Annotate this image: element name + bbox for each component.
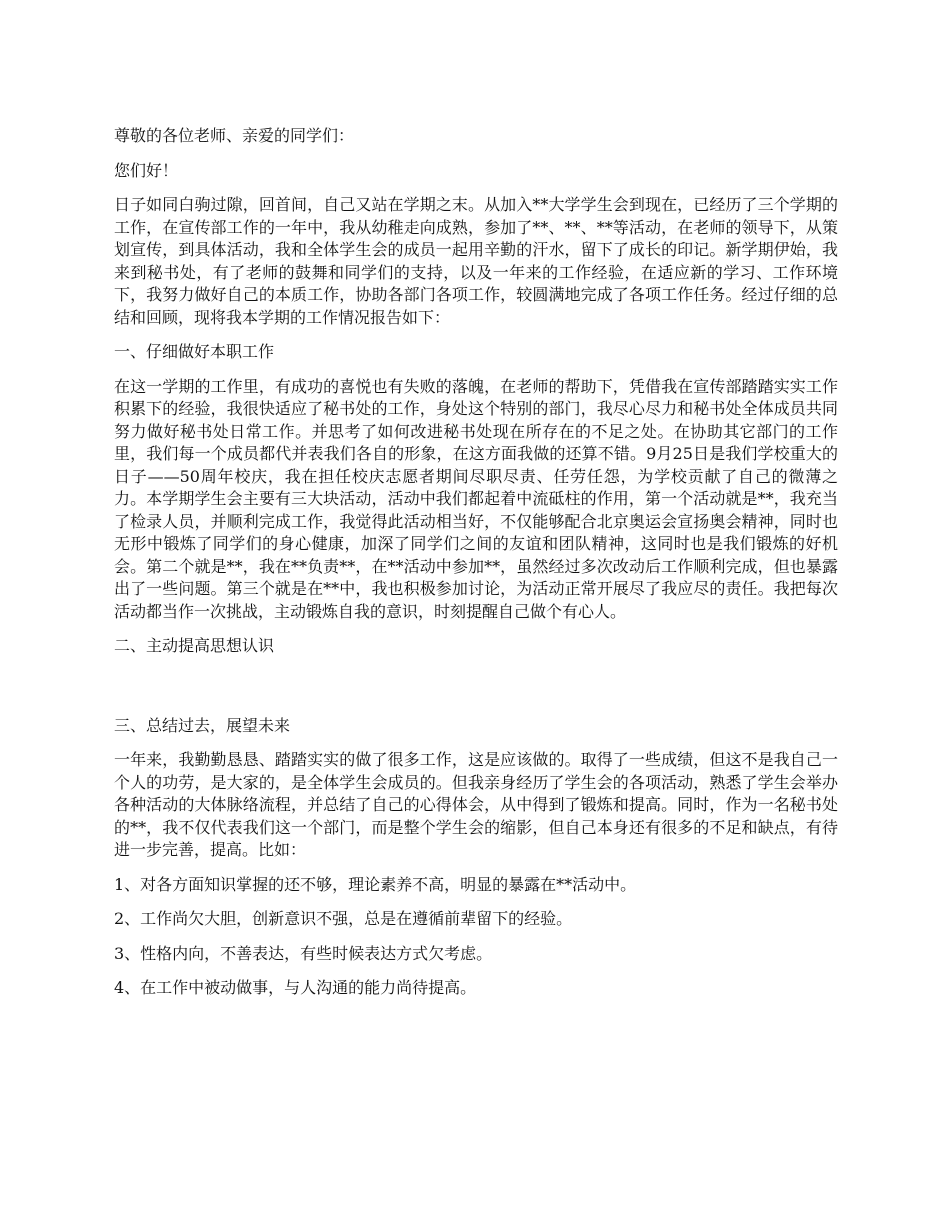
- section-2-heading: 二、主动提高思想认识: [114, 636, 275, 655]
- salutation: 尊敬的各位老师、亲爱的同学们：: [114, 126, 355, 145]
- list-item-3: 3、性格内向，不善表达，有些时候表达方式欠考虑。: [114, 943, 493, 963]
- section-3-heading: 三、总结过去，展望未来: [114, 715, 291, 735]
- intro-paragraph: 日子如同白驹过隙，回首间，自己又站在学期之末。从加入**大学学生会到现在，已经历了三个学期的工作，在宣传部工作的一年中，我从幼稚走向成熟，参加了**、**、**等活动，在老师的领导下，从策划宣传，到具体活动，我和全体学生会的成员一起用辛勤的汗水，留下了成长的印记。新学期伊始，我来到秘书处，有了老师的鼓舞和同学们的支持，以及一年来的工作经验，在适应新的学习、工作环境下，我努力做好自己的本质工作，协助各部门各项工作，较圆满地完成了各项工作任务。经过仔细的总结和回顾，现将我本学期的工作情况报告如下：: [114, 195, 838, 327]
- document-page: [114, 125, 838, 1012]
- list-item-2: 2、工作尚欠大胆，创新意识不强，总是在遵循前辈留下的经验。: [114, 909, 573, 928]
- list-item-4: 4、在工作中被动做事，与人沟通的能力尚待提高。: [114, 978, 477, 997]
- section-1-heading: 一、仔细做好本职工作: [114, 342, 275, 361]
- list-item-1: 1、对各方面知识掌握的还不够，理论素养不高，明显的暴露在**活动中。: [114, 874, 637, 894]
- section-3-paragraph: 一年来，我勤勤恳恳、踏踏实实的做了很多工作，这是应该做的。取得了一些成绩，但这不是我自己一个人的功劳，是大家的，是全体学生会成员的。但我亲身经历了学生会的各项活动，熟悉了学生会举办各种活动的大体脉络流程，并总结了自己的心得体会，从中得到了锻炼和提高。同时，作为一名秘书处的**，我不仅代表我们这一个部门，而是整个学生会的缩影，但自己本身还有很多的不足和缺点，有待进一步完善，提高。比如：: [114, 750, 838, 859]
- section-1-paragraph: 在这一学期的工作里，有成功的喜悦也有失败的落魄，在老师的帮助下，凭借我在宣传部踏踏实实工作积累下的经验，我很快适应了秘书处的工作，身处这个特别的部门，我尽心尽力和秘书处全体成员共同努力做好秘书处日常工作。并思考了如何改进秘书处现在所存在的不足之处。在协助其它部门的工作里，我们每一个成员都代并表我们各自的形象，在这方面我做的还算不错。9月25日是我们学校重大的日子——50周年校庆，我在担任校庆志愿者期间尽职尽责、任劳任怨，为学校贡献了自己的微薄之力。本学期学生会主要有三大块活动，活动中我们都起着中流砥柱的作用，第一个活动就是**，我充当了检录人员，并顺利完成工作，我觉得此活动相当好，不仅能够配合北京奥运会宣扬奥会精神，同时也无形中锻炼了同学们的身心健康，加深了同学们之间的友谊和团队精神，这同时也是我们锻炼的好机会。第二个就是**，我在**负责**，在**活动中参加**，虽然经过多次改动后工作顺利完成，但也暴露出了一些问题。第三个就是在**中，我也积极参加讨论，为活动正常开展尽了我应尽的责任。我把每次活动都当作一次挑战，主动锻炼自我的意识，时刻提醒自己做个有心人。: [114, 376, 838, 621]
- greeting: 您们好！: [114, 160, 179, 180]
